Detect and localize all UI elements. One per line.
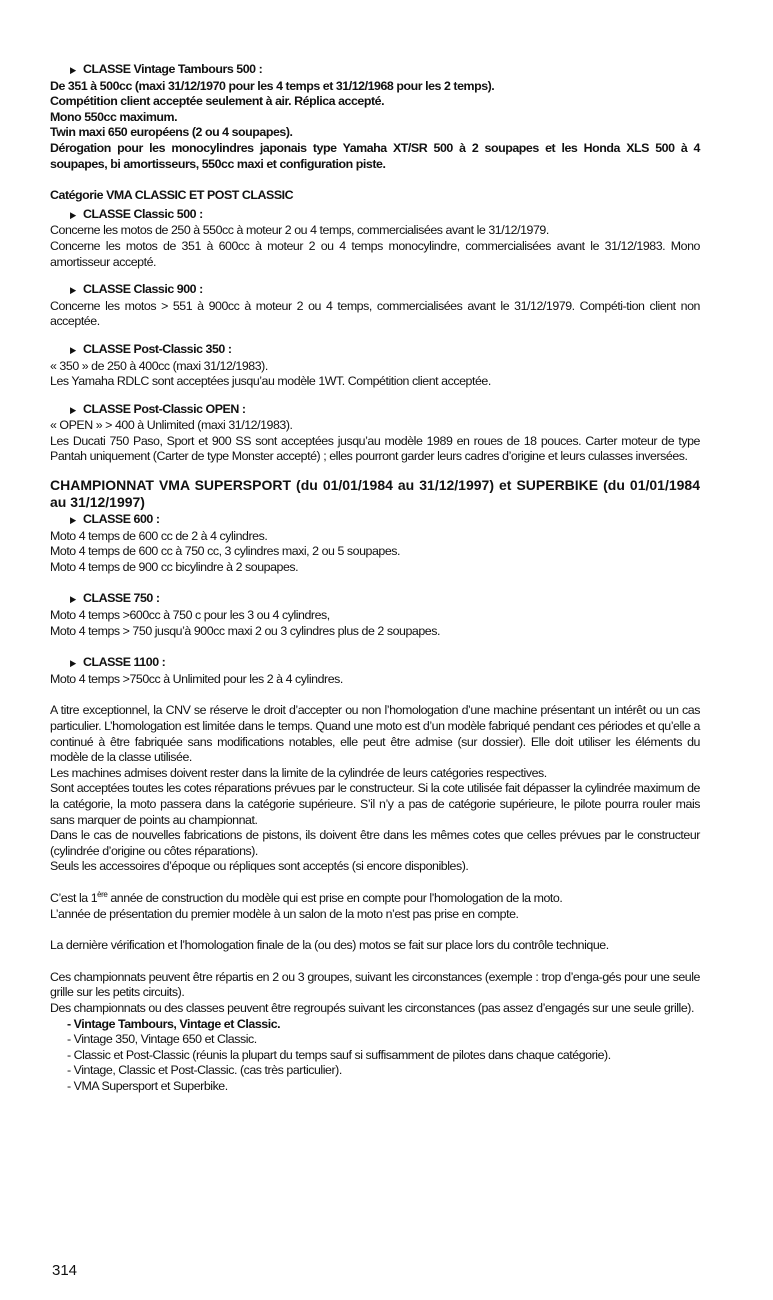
heading-classe-600: ▶ CLASSE 600 : [50,512,700,529]
paragraph: Compétition client acceptée seulement à air. Réplica accepté. [50,94,385,109]
paragraph: Twin maxi 650 européens (2 ou 4 soupapes). [50,125,293,140]
heading-post-classic-350: ▶ CLASSE Post-Classic 350 : [50,342,700,359]
paragraph: Concerne les motos de 351 à 600cc à moteur 2 ou 4 temps monocylindre, commercialisées avant le 31/12/1983. Mono amortisseur accepté. [50,238,700,269]
paragraph: Moto 4 temps de 900 cc bicylindre à 2 soupapes. [50,559,299,574]
paragraph: Sont acceptées toutes les cotes réparations prévues par le constructeur. Si la cote utilisée fait dépasser la cylindrée maximum de la catégorie, la moto passera dans la catégorie supérieure. S’il n’y a pas de catégorie supérieure, le pilote pourra rouler mais sans marquer de points au championnat. [50,781,700,827]
paragraph: Concerne les motos de 250 à 550cc à moteur 2 ou 4 temps, commercialisées avant le 31/12/1979. [50,223,549,238]
heading-post-classic-open: ▶ CLASSE Post-Classic OPEN : [50,402,700,419]
paragraph: « OPEN » > 400 à Unlimited (maxi 31/12/1983). [50,418,293,433]
heading-vintage-tambours-500: ▶ CLASSE Vintage Tambours 500 : [50,62,700,79]
triangle-bullet-icon: ▶ [70,404,76,415]
triangle-bullet-icon: ▶ [70,344,76,355]
paragraph: A titre exceptionnel, la CNV se réserve le droit d’accepter ou non l’homologation d’une machine présentant un intérêt ou un cas particulier. L’homologation est limitée dans le temps. Quand une moto est d’un modèle fabriqué pendant ces périodes et qu’elle a continué à être fabriquée sans modifications notables, elle peut être admise (sur dossier). Elle doit utiliser les éléments du modèle de la classe utilisée. [50,703,700,765]
triangle-bullet-icon: ▶ [70,285,76,296]
list-item: - Classic et Post-Classic (réunis la plupart du temps sauf si suffisamment de pilotes dans chaque catégorie). [67,1047,611,1062]
paragraph: Seuls les accessoires d’époque ou répliques sont acceptés (si encore disponibles). [50,859,469,874]
list-item: - Vintage, Classic et Post-Classic. (cas très particulier). [67,1063,342,1078]
paragraph: Dérogation pour les monocylindres japonais type Yamaha XT/SR 500 à 2 soupapes et les Honda XLS 500 à 4 soupapes, bi amortisseurs, 550cc maxi et configuration piste. [50,140,700,171]
triangle-bullet-icon: ▶ [70,594,76,605]
paragraph: Les Ducati 750 Paso, Sport et 900 SS sont acceptées jusqu’au modèle 1989 en roues de 18 pouces. Carter moteur de type Pantah uniquement (Carter de type Monster accepté) ; elles pourront garder leurs cadres d’origine et leurs culasses inversées. [50,433,700,464]
paragraph: « 350 » de 250 à 400cc (maxi 31/12/1983). [50,358,268,373]
paragraph: Ces championnats peuvent être répartis en 2 ou 3 groupes, suivant les circonstances (exemple : trop d’enga-gés pour une seule grille sur les petits circuits). [50,969,700,1000]
paragraph: Moto 4 temps de 600 cc de 2 à 4 cylindres. [50,528,268,543]
triangle-bullet-icon: ▶ [70,515,76,526]
paragraph: Dans le cas de nouvelles fabrications de pistons, ils doivent être dans les mêmes cotes que celles prévues par le constructeur (cylindrée d’origine ou côtes réparations). [50,828,700,858]
page-content [50,62,700,1094]
paragraph: Les Yamaha RDLC sont acceptées jusqu’au modèle 1WT. Compétition client acceptée. [50,374,491,389]
paragraph: De 351 à 500cc (maxi 31/12/1970 pour les 4 temps et 31/12/1968 pour les 2 temps). [50,78,495,93]
triangle-bullet-icon: ▶ [70,658,76,669]
category-heading: Catégorie VMA CLASSIC ET POST CLASSIC [50,188,294,203]
heading-classic-500: ▶ CLASSE Classic 500 : [50,207,700,224]
heading-classe-1100: ▶ CLASSE 1100 : [50,655,700,672]
triangle-bullet-icon: ▶ [70,209,76,220]
heading-classic-900: ▶ CLASSE Classic 900 : [50,282,700,299]
list-item: - VMA Supersport et Superbike. [67,1078,228,1093]
page-number: 314 [52,1262,78,1279]
list-item: - Vintage 350, Vintage 650 et Classic. [67,1032,257,1047]
paragraph: Moto 4 temps >600cc à 750 c pour les 3 ou 4 cylindres, [50,608,330,623]
paragraph: Moto 4 temps de 600 cc à 750 cc, 3 cylindres maxi, 2 ou 5 soupapes. [50,544,401,559]
paragraph: Les machines admises doivent rester dans la limite de la cylindrée de leurs catégories respectives. [50,765,547,780]
paragraph: Concerne les motos > 551 à 900cc à moteur 2 ou 4 temps, commercialisées avant le 31/12/1979. Compéti-tion client non acceptée. [50,298,700,329]
grouping-heading: - Vintage Tambours, Vintage et Classic. [67,1016,281,1031]
triangle-bullet-icon: ▶ [70,65,76,75]
heading-classe-750: ▶ CLASSE 750 : [50,591,700,608]
paragraph: Mono 550cc maximum. [50,109,178,124]
paragraph: La dernière vérification et l’homologation finale de la (ou des) motos se fait sur place lors du contrôle technique. [50,938,609,953]
paragraph: Des championnats ou des classes peuvent être regroupés suivant les circonstances (pas assez d’engagés sur une seule grille). [50,1000,694,1015]
paragraph: Moto 4 temps >750cc à Unlimited pour les 2 à 4 cylindres. [50,671,343,686]
paragraph: Moto 4 temps > 750 jusqu’à 900cc maxi 2 ou 3 cylindres plus de 2 soupapes. [50,623,440,638]
paragraph: L’année de présentation du premier modèle à un salon de la moto n’est pas prise en compte. [50,906,519,921]
paragraph-first-year: C’est la 1ère année de construction du modèle qui est prise en compte pour l’homologation de la moto. [50,889,563,905]
championship-heading: CHAMPIONNAT VMA SUPERSPORT (du 01/01/1984 au 31/12/1997) et SUPERBIKE (du 01/01/1984 au 31/12/1997) [50,477,700,510]
